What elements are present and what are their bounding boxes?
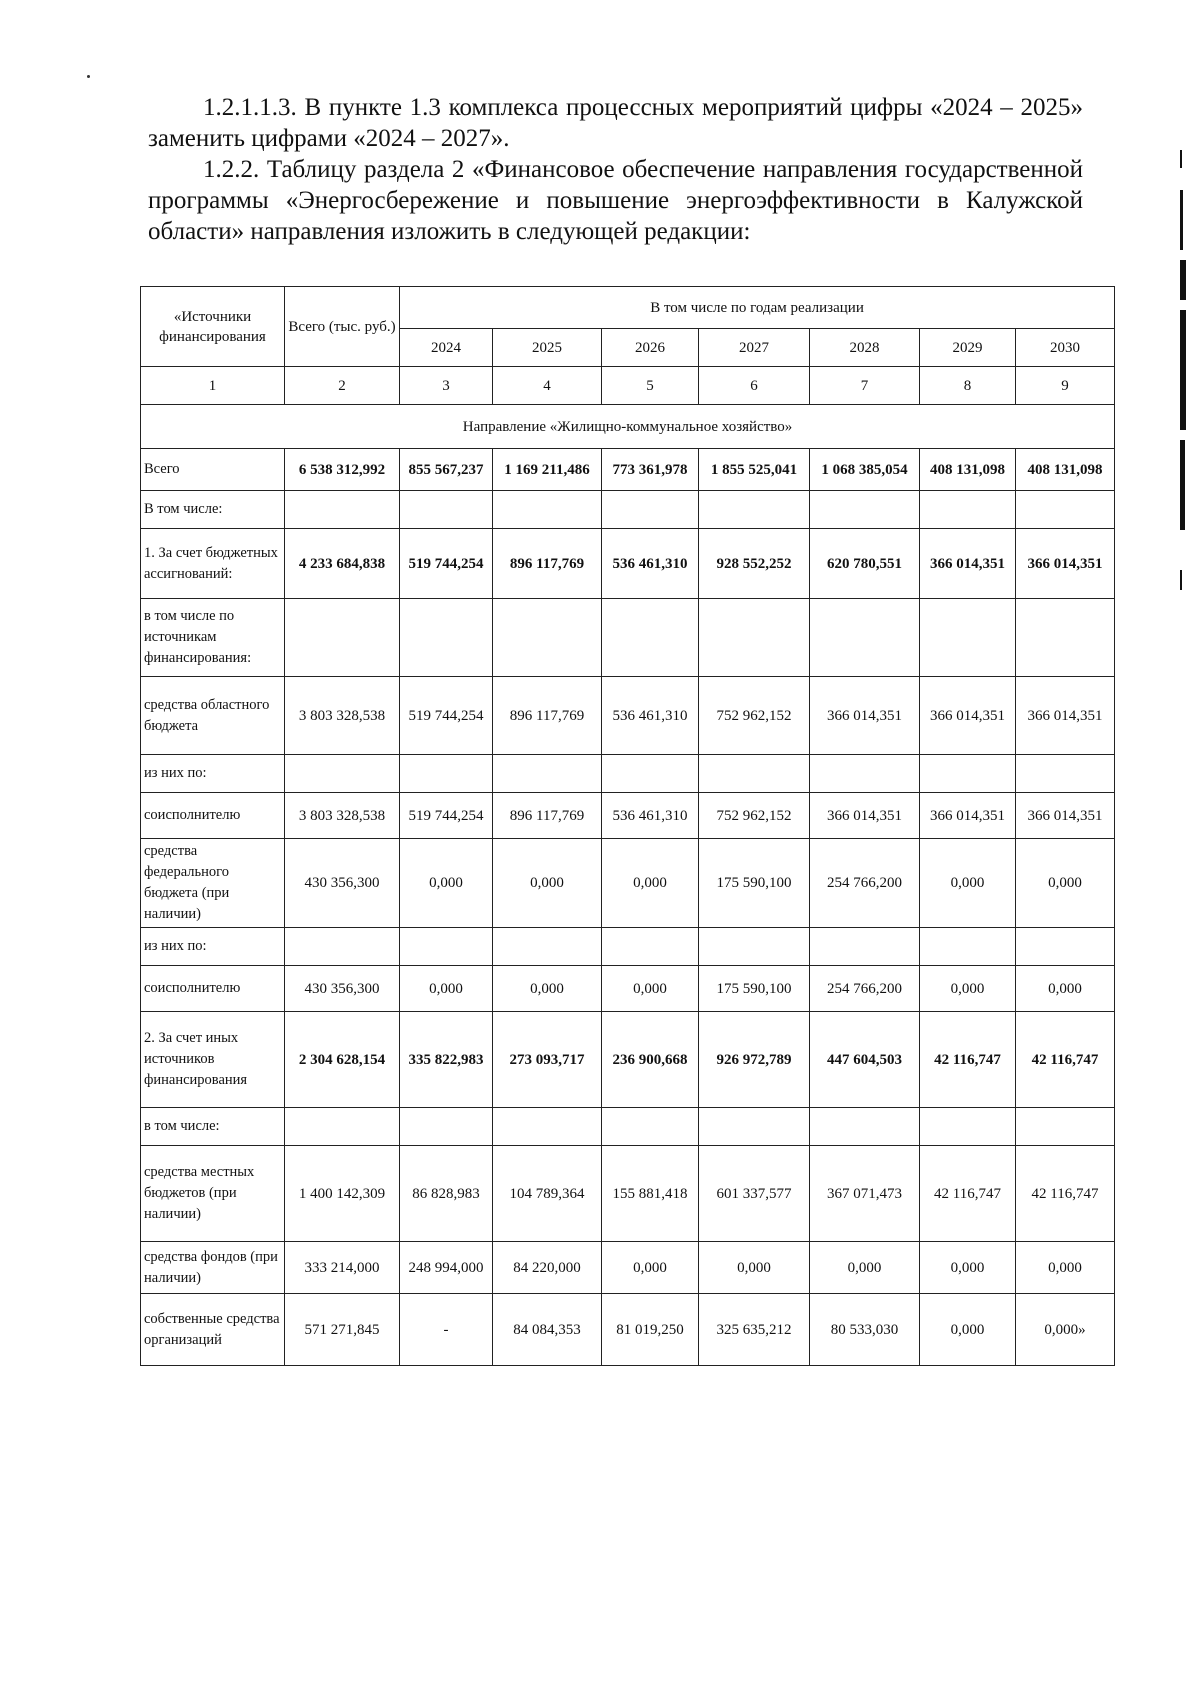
value-cell: [602, 491, 699, 529]
value-cell: [699, 755, 810, 793]
row-label: Всего: [141, 449, 285, 491]
value-cell: [810, 491, 920, 529]
table-row: [141, 755, 1115, 793]
row-label: соисполнителю: [141, 793, 285, 839]
value-cell: 1 855 525,041: [699, 449, 810, 491]
row-label: соисполнителю: [141, 966, 285, 1012]
header-year: 2028: [810, 329, 920, 367]
value-cell: [810, 599, 920, 677]
value-cell: 773 361,978: [602, 449, 699, 491]
value-cell: 86 828,983: [400, 1146, 493, 1242]
value-cell: [1016, 599, 1115, 677]
value-cell: 601 337,577: [699, 1146, 810, 1242]
value-cell: [699, 491, 810, 529]
value-cell: 366 014,351: [1016, 677, 1115, 755]
value-cell: 430 356,300: [285, 839, 400, 928]
value-cell: 0,000: [810, 1242, 920, 1294]
column-number: 6: [699, 367, 810, 405]
value-cell: [285, 491, 400, 529]
value-cell: [699, 599, 810, 677]
value-cell: [493, 928, 602, 966]
value-cell: 0,000»: [1016, 1294, 1115, 1366]
value-cell: 447 604,503: [810, 1012, 920, 1108]
value-cell: [920, 491, 1016, 529]
section-row: [141, 405, 1115, 449]
value-cell: [285, 599, 400, 677]
value-cell: 42 116,747: [920, 1146, 1016, 1242]
row-label: в том числе:: [141, 1108, 285, 1146]
value-cell: [920, 599, 1016, 677]
row-label: 1. За счет бюджетных ассигнований:: [141, 529, 285, 599]
value-cell: [602, 599, 699, 677]
value-cell: [920, 1108, 1016, 1146]
header-year: 2026: [602, 329, 699, 367]
value-cell: [1016, 755, 1115, 793]
value-cell: 2 304 628,154: [285, 1012, 400, 1108]
value-cell: 536 461,310: [602, 677, 699, 755]
intro-text: [148, 92, 1083, 247]
value-cell: 928 552,252: [699, 529, 810, 599]
value-cell: 325 635,212: [699, 1294, 810, 1366]
value-cell: [699, 928, 810, 966]
value-cell: 1 400 142,309: [285, 1146, 400, 1242]
value-cell: 4 233 684,838: [285, 529, 400, 599]
table-row: [141, 1294, 1115, 1366]
value-cell: 0,000: [920, 1242, 1016, 1294]
value-cell: [1016, 491, 1115, 529]
value-cell: 248 994,000: [400, 1242, 493, 1294]
value-cell: [400, 1108, 493, 1146]
row-label: в том числе по источникам финансирования:: [141, 599, 285, 677]
table-row: [141, 1012, 1115, 1108]
value-cell: 236 900,668: [602, 1012, 699, 1108]
value-cell: [810, 1108, 920, 1146]
value-cell: 896 117,769: [493, 793, 602, 839]
value-cell: [493, 1108, 602, 1146]
value-cell: 0,000: [493, 966, 602, 1012]
header-year: 2027: [699, 329, 810, 367]
value-cell: 254 766,200: [810, 839, 920, 928]
value-cell: 273 093,717: [493, 1012, 602, 1108]
value-cell: 366 014,351: [810, 793, 920, 839]
value-cell: 855 567,237: [400, 449, 493, 491]
column-number-row: [141, 367, 1115, 405]
value-cell: 84 084,353: [493, 1294, 602, 1366]
column-number: 3: [400, 367, 493, 405]
value-cell: 42 116,747: [1016, 1012, 1115, 1108]
financing-table: [140, 286, 1115, 1366]
value-cell: 896 117,769: [493, 529, 602, 599]
scan-speck: [87, 75, 90, 78]
value-cell: [400, 491, 493, 529]
value-cell: 366 014,351: [1016, 793, 1115, 839]
column-number: 1: [141, 367, 285, 405]
header-total: Всего (тыс. руб.): [285, 287, 400, 367]
scan-edge-marks: [1176, 150, 1190, 630]
value-cell: [285, 1108, 400, 1146]
table-row: [141, 529, 1115, 599]
value-cell: 175 590,100: [699, 839, 810, 928]
value-cell: 0,000: [920, 966, 1016, 1012]
header-year: 2029: [920, 329, 1016, 367]
column-number: 7: [810, 367, 920, 405]
value-cell: [285, 928, 400, 966]
value-cell: 367 071,473: [810, 1146, 920, 1242]
value-cell: 366 014,351: [810, 677, 920, 755]
value-cell: 1 169 211,486: [493, 449, 602, 491]
value-cell: 6 538 312,992: [285, 449, 400, 491]
value-cell: 408 131,098: [920, 449, 1016, 491]
value-cell: [810, 755, 920, 793]
column-number: 9: [1016, 367, 1115, 405]
table-row: [141, 1242, 1115, 1294]
table-row: [141, 677, 1115, 755]
column-number: 5: [602, 367, 699, 405]
value-cell: [602, 928, 699, 966]
table-row: [141, 839, 1115, 928]
value-cell: [400, 755, 493, 793]
value-cell: 81 019,250: [602, 1294, 699, 1366]
value-cell: [810, 928, 920, 966]
row-label: средства фондов (при наличии): [141, 1242, 285, 1294]
header-sources: «Источники финансирования: [141, 287, 285, 367]
value-cell: 333 214,000: [285, 1242, 400, 1294]
row-label: средства областного бюджета: [141, 677, 285, 755]
value-cell: 0,000: [1016, 839, 1115, 928]
value-cell: 0,000: [400, 966, 493, 1012]
value-cell: 1 068 385,054: [810, 449, 920, 491]
row-label: 2. За счет иных источников финансирования: [141, 1012, 285, 1108]
value-cell: [493, 599, 602, 677]
row-label: из них по:: [141, 928, 285, 966]
value-cell: 896 117,769: [493, 677, 602, 755]
value-cell: -: [400, 1294, 493, 1366]
value-cell: 620 780,551: [810, 529, 920, 599]
value-cell: 0,000: [699, 1242, 810, 1294]
value-cell: 175 590,100: [699, 966, 810, 1012]
value-cell: [602, 1108, 699, 1146]
value-cell: [493, 491, 602, 529]
value-cell: 430 356,300: [285, 966, 400, 1012]
table-row: [141, 449, 1115, 491]
header-row-1: [141, 287, 1115, 329]
financing-table-wrapper: [140, 286, 1114, 1366]
value-cell: 42 116,747: [1016, 1146, 1115, 1242]
row-label: В том числе:: [141, 491, 285, 529]
table-row: [141, 599, 1115, 677]
row-label: средства федерального бюджета (при наличии): [141, 839, 285, 928]
value-cell: 84 220,000: [493, 1242, 602, 1294]
value-cell: 366 014,351: [920, 677, 1016, 755]
value-cell: [400, 928, 493, 966]
table-row: [141, 1108, 1115, 1146]
header-year: 2025: [493, 329, 602, 367]
value-cell: 752 962,152: [699, 793, 810, 839]
value-cell: 536 461,310: [602, 529, 699, 599]
value-cell: [602, 755, 699, 793]
value-cell: 571 271,845: [285, 1294, 400, 1366]
header-year: 2024: [400, 329, 493, 367]
value-cell: 366 014,351: [1016, 529, 1115, 599]
value-cell: 80 533,030: [810, 1294, 920, 1366]
value-cell: [493, 755, 602, 793]
value-cell: 254 766,200: [810, 966, 920, 1012]
header-years-group: В том числе по годам реализации: [400, 287, 1115, 329]
column-number: 4: [493, 367, 602, 405]
value-cell: [285, 755, 400, 793]
value-cell: 0,000: [920, 1294, 1016, 1366]
value-cell: 0,000: [1016, 966, 1115, 1012]
value-cell: [699, 1108, 810, 1146]
value-cell: 536 461,310: [602, 793, 699, 839]
value-cell: 926 972,789: [699, 1012, 810, 1108]
value-cell: 0,000: [920, 839, 1016, 928]
value-cell: 366 014,351: [920, 793, 1016, 839]
section-title: Направление «Жилищно-коммунальное хозяйство»: [141, 405, 1115, 449]
column-number: 2: [285, 367, 400, 405]
row-label: собственные средства организаций: [141, 1294, 285, 1366]
value-cell: [400, 599, 493, 677]
value-cell: [1016, 928, 1115, 966]
value-cell: 0,000: [400, 839, 493, 928]
row-label: средства местных бюджетов (при наличии): [141, 1146, 285, 1242]
value-cell: 0,000: [1016, 1242, 1115, 1294]
value-cell: 104 789,364: [493, 1146, 602, 1242]
value-cell: [1016, 1108, 1115, 1146]
value-cell: 0,000: [602, 966, 699, 1012]
value-cell: 42 116,747: [920, 1012, 1016, 1108]
value-cell: 0,000: [602, 1242, 699, 1294]
value-cell: 519 744,254: [400, 677, 493, 755]
value-cell: 752 962,152: [699, 677, 810, 755]
value-cell: 0,000: [602, 839, 699, 928]
value-cell: 3 803 328,538: [285, 677, 400, 755]
row-label: из них по:: [141, 755, 285, 793]
table-row: [141, 491, 1115, 529]
table-row: [141, 966, 1115, 1012]
table-row: [141, 928, 1115, 966]
table-row: [141, 793, 1115, 839]
header-year: 2030: [1016, 329, 1115, 367]
value-cell: 0,000: [493, 839, 602, 928]
intro-paragraph-1: 1.2.1.1.3. В пункте 1.3 комплекса процессных мероприятий цифры «2024 – 2025» заменить цифрами «2024 – 2027».: [148, 94, 1083, 152]
intro-paragraph-2: 1.2.2. Таблицу раздела 2 «Финансовое обеспечение направления государственной программы «Энергосбережение и повышение энергоэффективности в Калужской области» направления изложить в следующей редакции:: [148, 156, 1083, 245]
column-number: 8: [920, 367, 1016, 405]
value-cell: [920, 928, 1016, 966]
table-row: [141, 1146, 1115, 1242]
value-cell: 366 014,351: [920, 529, 1016, 599]
value-cell: 155 881,418: [602, 1146, 699, 1242]
value-cell: 3 803 328,538: [285, 793, 400, 839]
value-cell: 335 822,983: [400, 1012, 493, 1108]
value-cell: [920, 755, 1016, 793]
value-cell: 519 744,254: [400, 529, 493, 599]
value-cell: 519 744,254: [400, 793, 493, 839]
value-cell: 408 131,098: [1016, 449, 1115, 491]
